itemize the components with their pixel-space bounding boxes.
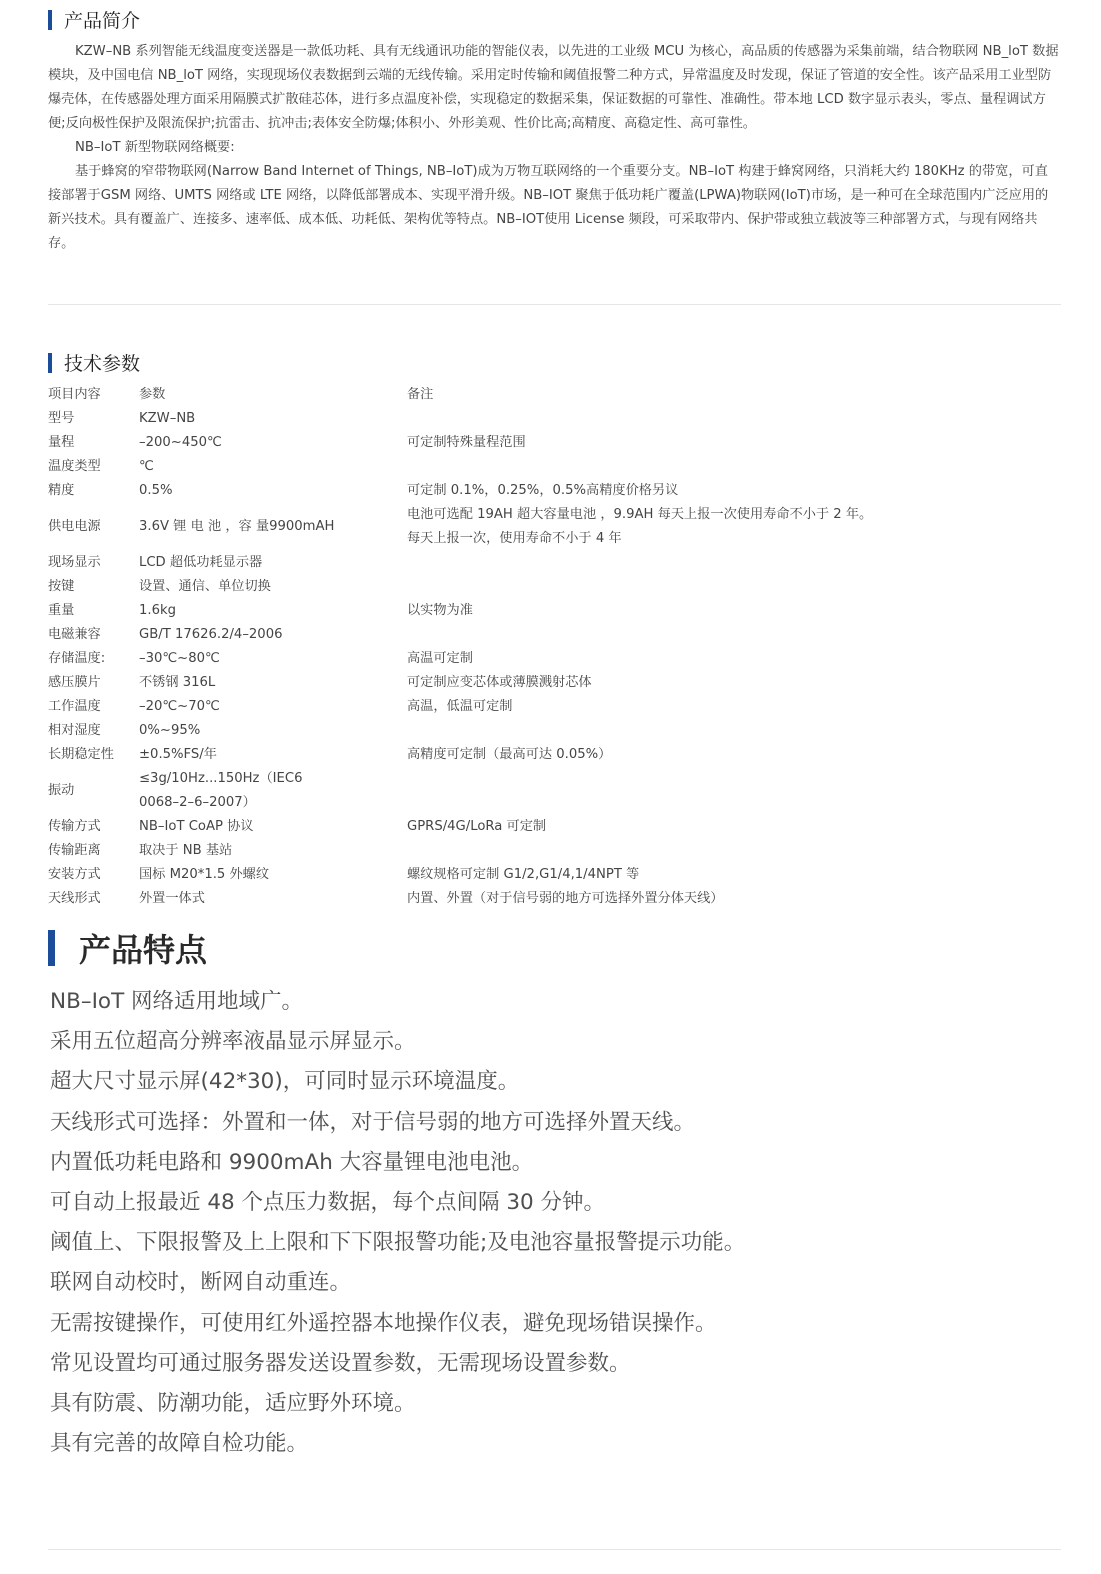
spec-row [48, 431, 1060, 455]
section-marker [48, 10, 52, 30]
spec-note: 高温可定制 [407, 651, 473, 666]
spec-value: 取决于 NB 基站 [139, 843, 233, 858]
spec-row [48, 407, 1060, 431]
spec-row [48, 647, 1060, 671]
spec-note: 可定制应变芯体或薄膜溅射芯体 [407, 675, 592, 690]
spec-item: 项目内容 [48, 387, 101, 402]
divider [48, 1549, 1061, 1550]
spec-value: 0%~95% [139, 723, 201, 738]
spec-item: 相对湿度 [48, 723, 101, 738]
spec-item: 电磁兼容 [48, 627, 101, 642]
spec-item: 按键 [48, 579, 75, 594]
spec-value: –200~450℃ [139, 435, 222, 450]
spec-row [48, 695, 1060, 719]
spec-row [48, 743, 1060, 767]
spec-value: 1.6kg [139, 603, 176, 618]
spec-value: ℃ [139, 459, 154, 474]
spec-item: 感压膜片 [48, 675, 101, 690]
spec-note: 内置、外置（对于信号弱的地方可选择外置分体天线） [407, 891, 724, 906]
spec-value: 设置、通信、单位切换 [139, 579, 271, 594]
feature-item: 常见设置均可通过服务器发送设置参数，无需现场设置参数。 [50, 1350, 631, 1376]
specs-heading [48, 349, 140, 376]
spec-note: 可定制 0.1%，0.25%，0.5%高精度价格另议 [407, 483, 679, 498]
feature-item: 内置低功耗电路和 9900mAh 大容量锂电池电池。 [50, 1149, 534, 1175]
feature-item: 阈值上、下限报警及上上限和下下限报警功能;及电池容量报警提示功能。 [50, 1230, 746, 1256]
spec-item: 型号 [48, 411, 75, 426]
spec-item: 温度类型 [48, 459, 101, 474]
spec-value: 3.6V 锂 电 池 ，容 量9900mAH [139, 519, 335, 534]
intro-title: 产品简介 [64, 10, 141, 32]
spec-value: 0068–2–6–2007） [139, 795, 256, 810]
spec-value: 0.5% [139, 483, 173, 498]
spec-value: –30℃~80℃ [139, 651, 220, 666]
intro-paragraph: KZW–NB 系列智能无线温度变送器是一款低功耗、具有无线通讯功能的智能仪表，以先进的工业级 MCU 为核心，高品质的传感器为采集前端，结合物联网 NB_loT 数据模块，及中国电信 NB_loT 网络，实现现场仪表数据到云端的无线传输。采用定时传输和阈值报警二种方式，异常温度及时发现，保证了管道的安全性。该产品采用工业型防爆壳体，在传感器处理方面采用隔膜式扩散硅芯体，进行多点温度补偿，实现稳定的数据采集，保证数据的可靠性、准确性。带本地 LCD 数字显示表头，零点、量程调试方便;反向极性保护及限流保护;抗雷击、抗冲击;表体安全防爆;体积小、外形美观、性价比高;高精度、高稳定性、高可靠性。 [48, 44, 1059, 131]
feature-item: 采用五位超高分辨率液晶显示屏显示。 [50, 1029, 416, 1055]
spec-item: 精度 [48, 483, 75, 498]
spec-note: 每天上报一次，使用寿命不小于 4 年 [407, 531, 622, 546]
spec-item: 传输距离 [48, 843, 101, 858]
spec-value: 外置一体式 [139, 891, 205, 906]
spec-value: NB–IoT CoAP 协议 [139, 819, 254, 834]
spec-value: –20℃~70℃ [139, 699, 220, 714]
spec-row [48, 767, 1060, 815]
feature-item: 超大尺寸显示屏(42*30)，可同时显示环境温度。 [50, 1069, 520, 1095]
spec-item: 供电电源 [48, 519, 101, 534]
intro-heading [48, 6, 140, 33]
intro-paragraph: 基于蜂窝的窄带物联网(Narrow Band Internet of Things, NB–IoT)成为万物互联网络的一个重要分支。NB–IoT 构建于蜂窝网络，只消耗大约 180KHz 的带宽，可直接部署于GSM 网络、UMTS 网络或 LTE 网络，以降低部署成本、实现平滑升级。NB–IOT 聚焦于低功耗广覆盖(LPWA)物联网(IoT)市场，是一种可在全球范围内广泛应用的新兴技术。具有覆盖广、连接多、速率低、成本低、功耗低、架构优等特点。NB–IOT使用 License 频段，可采取带内、保护带或独立载波等三种部署方式，与现有网络共存。 [48, 164, 1049, 251]
spec-item: 重量 [48, 603, 75, 618]
spec-row [48, 863, 1060, 887]
features-heading [48, 925, 207, 971]
spec-value: LCD 超低功耗显示器 [139, 555, 263, 570]
spec-row [48, 503, 1060, 551]
spec-row [48, 599, 1060, 623]
spec-item: 存储温度: [48, 651, 106, 666]
feature-item: 具有防震、防潮功能，适应野外环境。 [50, 1391, 416, 1417]
spec-row [48, 479, 1060, 503]
intro-paragraph: NB–IoT 新型物联网络概要: [75, 140, 235, 155]
spec-row [48, 575, 1060, 599]
features-list [50, 982, 745, 1464]
spec-item: 现场显示 [48, 555, 101, 570]
spec-row [48, 839, 1060, 863]
spec-item: 天线形式 [48, 891, 101, 906]
spec-row [48, 671, 1060, 695]
section-marker [48, 930, 55, 966]
features-title: 产品特点 [79, 931, 208, 969]
specs-title: 技术参数 [64, 353, 141, 375]
spec-value: ±0.5%FS/年 [139, 747, 217, 762]
spec-note: 以实物为准 [407, 603, 473, 618]
spec-row [48, 551, 1060, 575]
spec-item: 量程 [48, 435, 75, 450]
divider [48, 304, 1061, 305]
feature-item: 天线形式可选择：外置和一体，对于信号弱的地方可选择外置天线。 [50, 1109, 696, 1135]
spec-row [48, 455, 1060, 479]
spec-value: 参数 [139, 387, 166, 402]
spec-row [48, 887, 1060, 911]
spec-row [48, 815, 1060, 839]
spec-header-row [48, 383, 1060, 407]
spec-note: 备注 [407, 387, 434, 402]
spec-item: 振动 [48, 783, 75, 798]
spec-row [48, 719, 1060, 743]
spec-value: ≤3g/10Hz...150Hz（IEC6 [139, 771, 303, 786]
spec-note: 高精度可定制（最高可达 0.05%） [407, 747, 612, 762]
spec-note: 电池可选配 19AH 超大容量电池 ，9.9AH 每天上报一次使用寿命不小于 2 年。 [407, 507, 873, 522]
feature-item: NB–IoT 网络适用地域广。 [50, 989, 304, 1014]
feature-item: 可自动上报最近 48 个点压力数据，每个点间隔 30 分钟。 [50, 1190, 606, 1216]
spec-note: 高温，低温可定制 [407, 699, 513, 714]
spec-value: GB/T 17626.2/4–2006 [139, 627, 283, 642]
feature-item: 联网自动校时，断网自动重连。 [50, 1270, 352, 1296]
spec-item: 长期稳定性 [48, 747, 114, 762]
spec-item: 传输方式 [48, 819, 101, 834]
spec-value: KZW–NB [139, 411, 196, 426]
intro-body [48, 40, 1060, 256]
spec-value: 国标 M20*1.5 外螺纹 [139, 867, 270, 882]
section-marker [48, 353, 52, 373]
feature-item: 无需按键操作，可使用红外遥控器本地操作仪表，避免现场错误操作。 [50, 1310, 717, 1336]
spec-note: 螺纹规格可定制 G1/2,G1/4,1/4NPT 等 [407, 867, 640, 882]
spec-value: 不锈钢 316L [139, 675, 216, 690]
feature-item: 具有完善的故障自检功能。 [50, 1431, 309, 1457]
spec-item: 安装方式 [48, 867, 101, 882]
spec-row [48, 623, 1060, 647]
spec-note: GPRS/4G/LoRa 可定制 [407, 819, 547, 834]
spec-note: 可定制特殊量程范围 [407, 435, 526, 450]
spec-item: 工作温度 [48, 699, 101, 714]
